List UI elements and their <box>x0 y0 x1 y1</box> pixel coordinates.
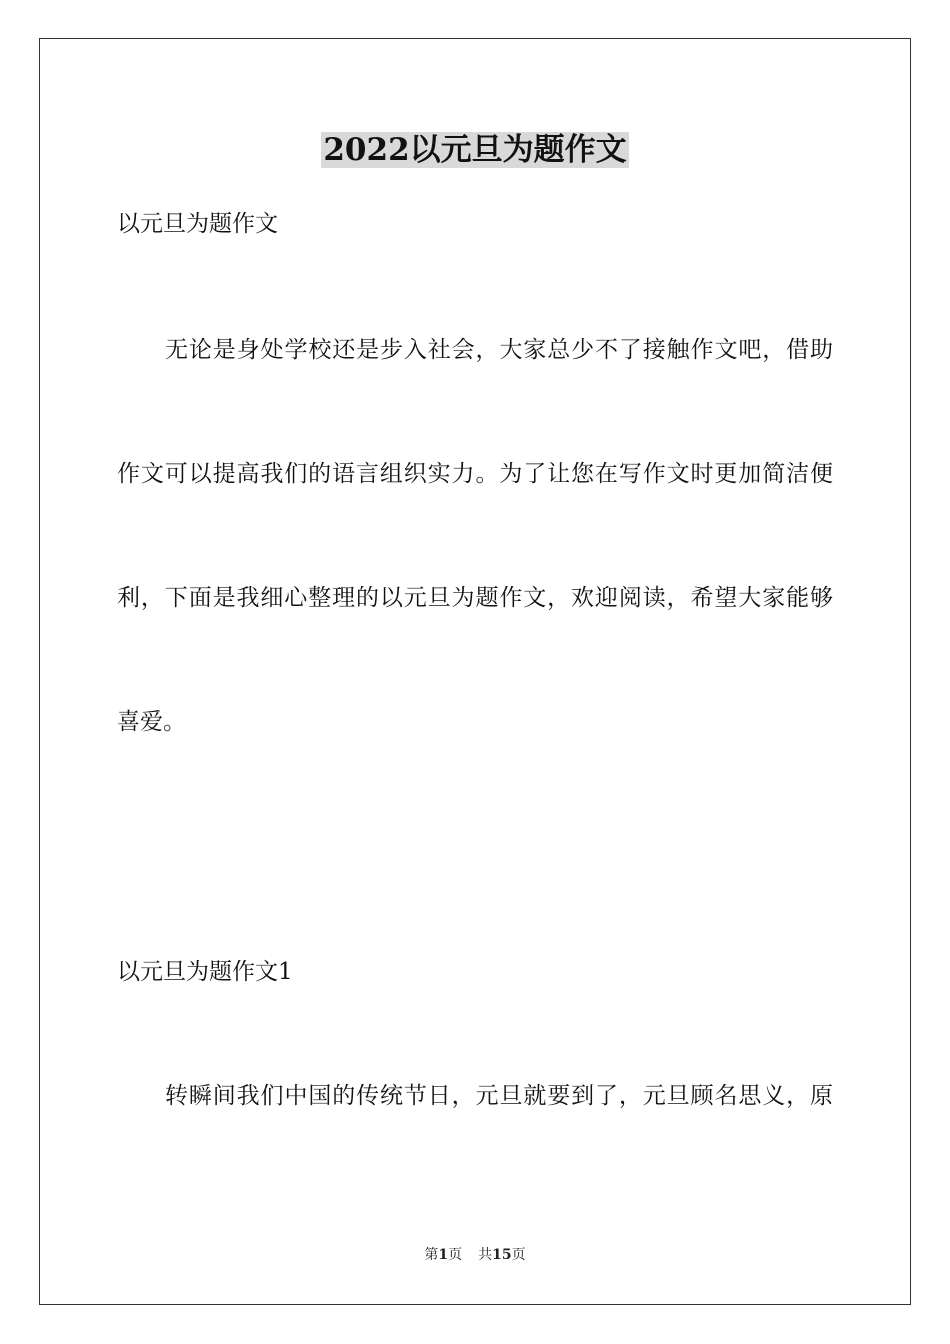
paragraph-line: 转瞬间我们中国的传统节日，元旦就要到了，元旦顾名思义，原 <box>165 1083 833 1109</box>
document-title-text: 2022以元旦为题作文 <box>323 132 627 168</box>
footer-total-pages: 15 <box>492 1247 512 1263</box>
footer-page-suffix: 页 <box>448 1247 463 1263</box>
page-footer <box>0 1245 950 1265</box>
footer-total-suffix: 页 <box>511 1247 526 1263</box>
footer-page-number: 1 <box>438 1247 449 1263</box>
footer-page-prefix: 第 <box>424 1247 439 1263</box>
section-heading: 以元旦为题作文1 <box>117 959 293 985</box>
paragraph-line: 作文可以提高我们的语言组织实力。为了让您在写作文时更加简洁便 <box>117 461 833 487</box>
section-heading: 以元旦为题作文 <box>117 211 278 237</box>
footer-total-prefix: 共 <box>478 1247 493 1263</box>
paragraph-line: 喜爱。 <box>117 709 186 735</box>
paragraph-line: 无论是身处学校还是步入社会，大家总少不了接触作文吧，借助 <box>165 337 833 363</box>
paragraph-line: 利，下面是我细心整理的以元旦为题作文，欢迎阅读，希望大家能够 <box>117 585 833 611</box>
document-title <box>0 128 950 172</box>
